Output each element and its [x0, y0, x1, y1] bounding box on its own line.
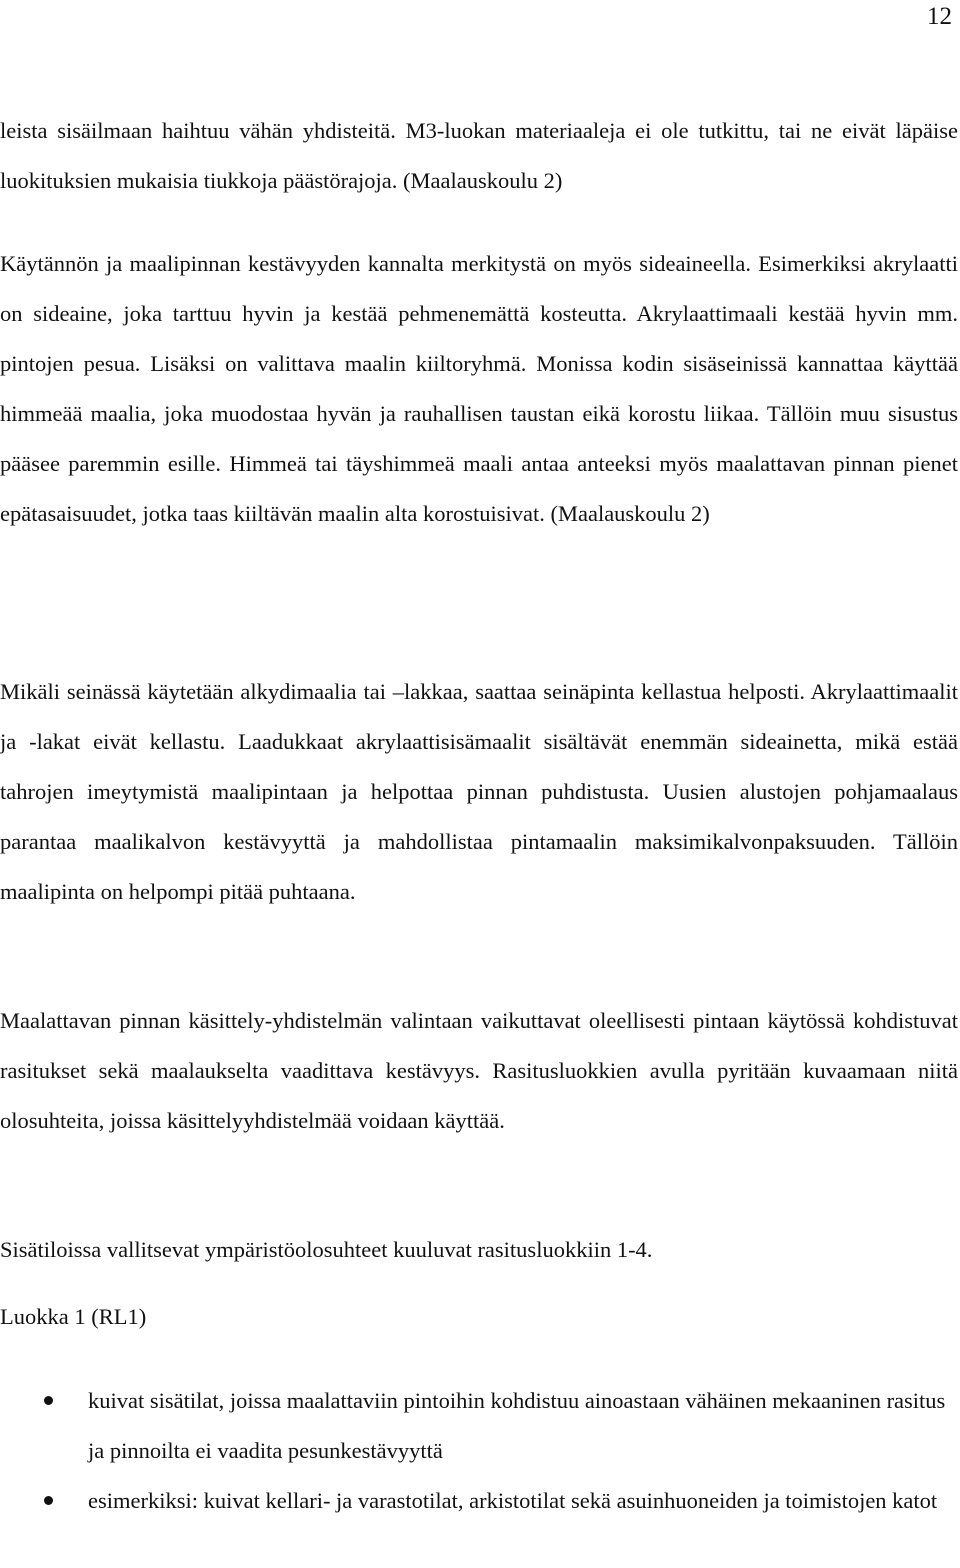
bullet-icon [44, 1496, 53, 1505]
intro-line: Sisätiloissa vallitsevat ympäristöolosuhteet kuuluvat rasitusluokkiin 1-4. [0, 1237, 653, 1262]
bullet-icon [44, 1396, 53, 1405]
bullet-text: kuivat sisätilat, joissa maalattaviin pintoihin kohdistuu ainoastaan vähäinen mekaaninen rasitus ja pinnoilta ei vaadita pesunkestävyyttä [88, 1388, 946, 1463]
bullet-text: esimerkiksi: kuivat kellari- ja varastotilat, arkistotilat sekä asuinhuoneiden ja toimistojen katot [88, 1488, 938, 1513]
class-heading: Luokka 1 (RL1) [0, 1304, 147, 1329]
paragraph-yellowing: Mikäli seinässä käytetään alkydimaalia tai –lakkaa, saattaa seinäpinta kellastua helposti. Akrylaattimaalit ja -lakat eivät kellastu. Laadukkaat akrylaattisisämaalit sisältävät enemmän sideainetta, mikä estää tahrojen imeytymistä maalipintaan ja helpottaa pinnan puhdistusta. Uusien alustojen pohjamaalaus parantaa maalikalvon kestävyyttä ja mahdollistaa pintamaalin maksimikalvonpaksuuden. Tällöin maalipinta on helpompi pitää puhtaana. [0, 679, 958, 904]
paragraph-stress-classes: Maalattavan pinnan käsittely-yhdistelmän valintaan vaikuttavat oleellisesti pintaan käytössä kohdistuvat rasitukset sekä maalaukselta vaadittava kestävyys. Rasitusluokkien avulla pyritään kuvaamaan niitä olosuhteita, joissa käsittelyyhdistelmää voidaan käyttää. [0, 1008, 958, 1133]
paragraph-emissions: leista sisäilmaan haihtuu vähän yhdisteitä. M3-luokan materiaaleja ei ole tutkittu, tai ne eivät läpäise luokituksien mukaisia tiukkoja päästörajoja. (Maalauskoulu 2) [0, 118, 958, 193]
bullet-list [0, 1376, 958, 1526]
list-item [0, 1476, 958, 1526]
paragraph-binder: Käytännön ja maalipinnan kestävyyden kannalta merkitystä on myös sideaineella. Esimerkiksi akrylaatti on sideaine, joka tarttuu hyvin ja kestää pehmenemättä kosteutta. Akrylaattimaali kestää hyvin mm. pintojen pesua. Lisäksi on valittava maalin kiiltoryhmä. Monissa kodin sisäseinissä kannattaa käyttää himmeää maalia, joka muodostaa hyvän ja rauhallisen taustan eikä korostu liikaa. Tällöin muu sisustus pääsee paremmin esille. Himmeä tai täyshimmeä maali antaa anteeksi myös maalattavan pinnan pienet epätasaisuudet, jotka taas kiiltävän maalin alta korostuisivat. (Maalauskoulu 2) [0, 251, 958, 526]
list-item [0, 1376, 958, 1476]
page-number: 12 [927, 3, 952, 30]
